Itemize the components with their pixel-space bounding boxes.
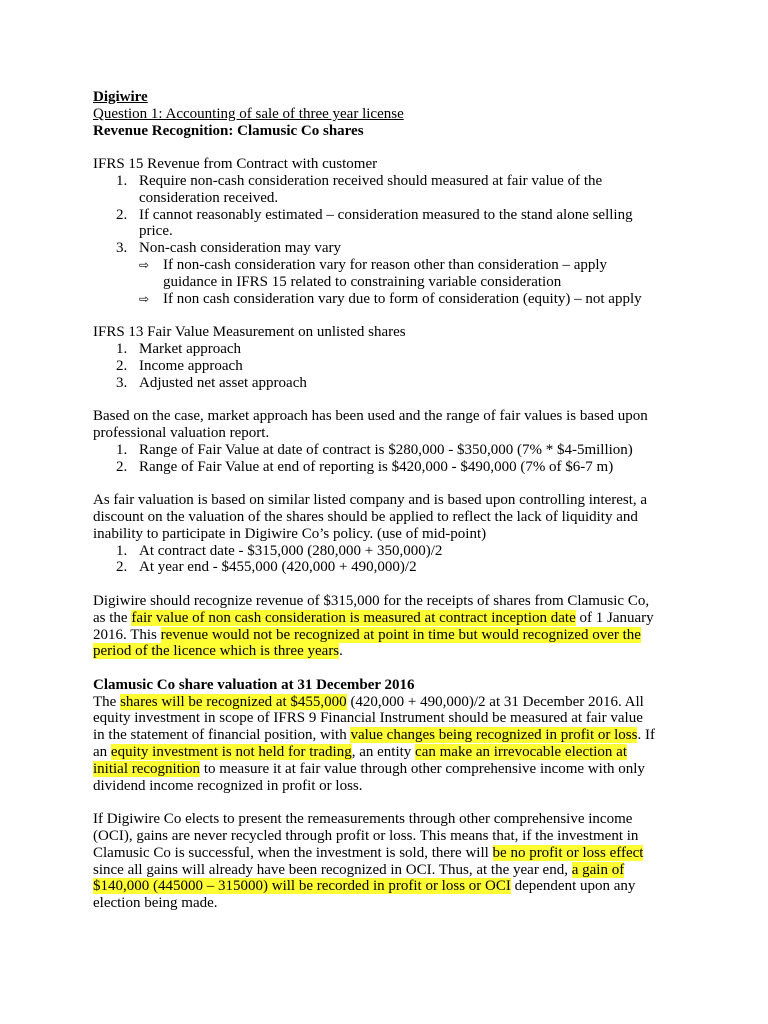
- arrow-right-outline-icon: ⇨: [139, 257, 150, 272]
- highlighted-text: revenue would not be recognized at point in time but would recognized over the: [160, 626, 641, 643]
- sub-list-item-cont: guidance in IFRS 15 related to constraining variable consideration: [163, 273, 562, 290]
- paragraph-line: election being made.: [93, 895, 218, 912]
- spacer: [93, 391, 688, 408]
- paragraph-line: Digiwire should recognize revenue of $315,000 for the receipts of shares from Clamusic Co,: [93, 592, 650, 609]
- highlighted-text: period of the licence which is three years: [93, 643, 340, 660]
- paragraph-line: Clamusic Co is successful, when the investment is sold, there will be no profit or loss effect: [93, 844, 644, 861]
- list-item: 1. At contract date - $315,000 (280,000 + 350,000)/2: [116, 542, 443, 559]
- doc-subtitle: Question 1: Accounting of sale of three year license: [93, 105, 404, 122]
- spacer: [93, 794, 688, 811]
- list-item: 3. Adjusted net asset approach: [116, 374, 307, 391]
- list-item: 2. At year end - $455,000 (420,000 + 490,000)/2: [116, 559, 417, 576]
- ifrs15-heading: IFRS 15 Revenue from Contract with customer: [93, 156, 378, 173]
- list-item: 1. Range of Fair Value at date of contract is $280,000 - $350,000 (7% * $4-5million): [116, 441, 633, 458]
- paragraph-line: in the statement of financial position, with value changes being recognized in profit or loss. If: [93, 727, 655, 744]
- list-item: 3. Non-cash consideration may vary: [116, 240, 342, 257]
- highlighted-text: equity investment is not held for trading: [110, 744, 352, 761]
- highlighted-text: a gain of: [571, 861, 625, 878]
- list-item: 2. Income approach: [116, 357, 243, 374]
- spacer: [93, 660, 688, 677]
- highlighted-text: fair value of non cash consideration is measured at contract inception date: [131, 609, 576, 626]
- paragraph-line: As fair valuation is based on similar listed company and is based upon controlling interest, a: [93, 492, 648, 509]
- paragraph-line: period of the licence which is three years.: [93, 643, 343, 660]
- highlighted-text: be no profit or loss effect: [492, 844, 644, 861]
- highlighted-text: can make an irrevocable election at: [415, 744, 628, 761]
- spacer: [93, 307, 688, 324]
- paragraph-line: as the fair value of non cash consideration is measured at contract inception date of 1 January: [93, 609, 654, 626]
- paragraph-line: $140,000 (445000 – 315000) will be recorded in profit or loss or OCI dependent upon any: [93, 878, 636, 895]
- paragraph-line: initial recognition to measure it at fair value through other comprehensive income with only: [93, 760, 645, 777]
- sub-list-item: ⇨ If non-cash consideration vary for reason other than consideration – apply: [139, 256, 608, 273]
- doc-title: Digiwire: [93, 89, 148, 105]
- sub-list-item: ⇨ If non cash consideration vary due to form of consideration (equity) – not apply: [139, 290, 642, 307]
- list-item: 2. Range of Fair Value at end of reporting is $420,000 - $490,000 (7% of $6-7 m): [116, 458, 614, 475]
- paragraph-line: Based on the case, market approach has been used and the range of fair values is based upon: [93, 408, 648, 425]
- spacer: [93, 576, 688, 593]
- highlighted-text: $140,000 (445000 – 315000) will be recorded in profit or loss or OCI: [93, 878, 511, 895]
- paragraph-line: equity investment in scope of IFRS 9 Financial Instrument should be measured at fair value: [93, 710, 643, 727]
- paragraph-line: dividend income recognized in profit or loss.: [93, 777, 363, 794]
- paragraph-line: 2016. This revenue would not be recognized at point in time but would recognized over the: [93, 626, 641, 643]
- paragraph-line: inability to participate in Digiwire Co’s policy. (use of mid-point): [93, 525, 487, 542]
- paragraph-line: The shares will be recognized at $455,000 (420,000 + 490,000)/2 at 31 December 2016. All: [93, 693, 644, 710]
- highlighted-text: initial recognition: [93, 760, 201, 777]
- list-item: 1. Require non-cash consideration received should measured at fair value of the: [116, 172, 603, 189]
- paragraph-line: an equity investment is not held for trading, an entity can make an irrevocable election at: [93, 744, 628, 761]
- paragraph-line: (OCI), gains are never recycled through profit or loss. This means that, if the investment in: [93, 828, 639, 845]
- highlighted-text: shares will be recognized at $455,000: [120, 693, 347, 710]
- list-item-cont: price.: [139, 223, 173, 240]
- paragraph-line: If Digiwire Co elects to present the remeasurements through other comprehensive income: [93, 811, 633, 828]
- list-item: 1. Market approach: [116, 340, 242, 357]
- list-item: 2. If cannot reasonably estimated – consideration measured to the stand alone selling: [116, 206, 633, 223]
- highlighted-text: value changes being recognized in profit or loss: [350, 727, 638, 744]
- paragraph-line: since all gains will already have been recognized in OCI. Thus, at the year end, a gain of: [93, 861, 625, 878]
- ifrs13-heading: IFRS 13 Fair Value Measurement on unlisted shares: [93, 324, 406, 341]
- spacer: [93, 475, 688, 492]
- spacer: [93, 139, 688, 156]
- paragraph-line: professional valuation report.: [93, 424, 270, 441]
- paragraph-line: discount on the valuation of the shares should be applied to reflect the lack of liquidity and: [93, 508, 638, 525]
- section-heading-revenue: Revenue Recognition: Clamusic Co shares: [93, 122, 364, 139]
- list-item-cont: consideration received.: [139, 189, 279, 206]
- arrow-right-outline-icon: ⇨: [139, 291, 150, 306]
- section-heading-valuation: Clamusic Co share valuation at 31 December 2016: [93, 676, 415, 693]
